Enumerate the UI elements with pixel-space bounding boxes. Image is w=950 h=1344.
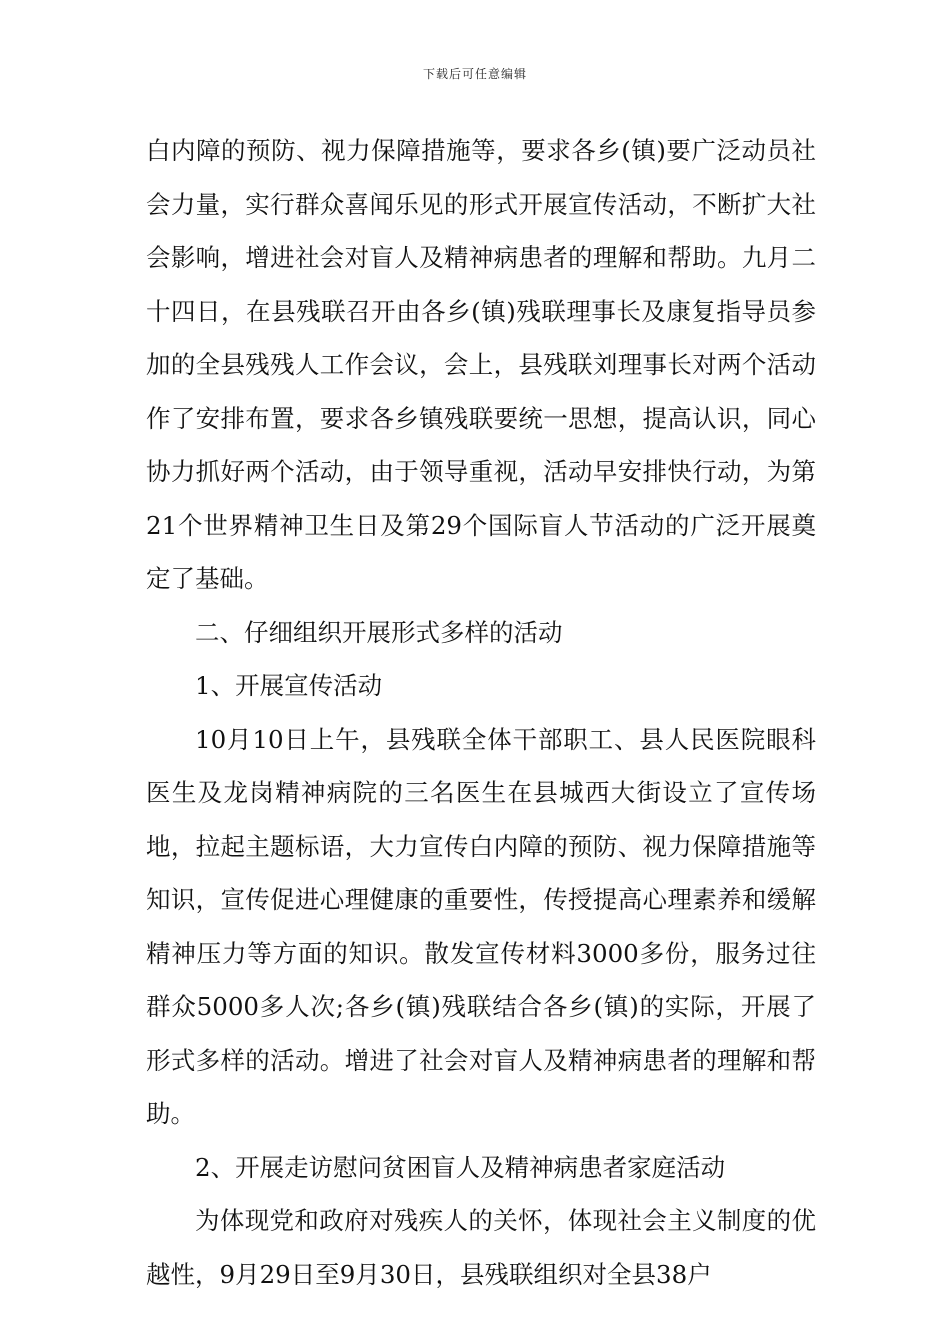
paragraph-continuation: 白内障的预防、视力保障措施等，要求各乡(镇)要广泛动员社会力量，实行群众喜闻乐见的形式开展宣传活动，不断扩大社会影响，增进社会对盲人及精神病患者的理解和帮助。九月二十四日，在县残联召开由各乡(镇)残联理事长及康复指导员参加的全县残残人工作会议，会上，县残联刘理事长对两个活动作了安排布置，要求各乡镇残联要统一思想，提高认识，同心协力抓好两个活动，由于领导重视，活动早安排快行动，为第21个世界精神卫生日及第29个国际盲人节活动的广泛开展奠定了基础。: [146, 136, 816, 593]
section-heading-2: 二、仔细组织开展形式多样的活动: [195, 617, 563, 647]
page-header-note: 下载后可任意编辑: [422, 67, 527, 81]
subheading-publicity: 1、开展宣传活动: [195, 671, 383, 700]
paragraph-publicity: 10月10日上午，县残联全体干部职工、县人民医院眼科医生及龙岗精神病院的三名医生在县城西大街设立了宣传场地，拉起主题标语，大力宣传白内障的预防、视力保障措施等知识，宣传促进心理健康的重要性，传授提高心理素养和缓解精神压力等方面的知识。散发宣传材料3000多份，服务过往群众5000多人次;各乡(镇)残联结合各乡(镇)的实际，开展了形式多样的活动。增进了社会对盲人及精神病患者的理解和帮助。: [146, 724, 816, 1128]
document-body: [146, 124, 816, 1301]
paragraph-visits: 为体现党和政府对残疾人的关怀，体现社会主义制度的优越性，9月29日至9月30日，县残联组织对全县38户: [146, 1206, 816, 1289]
subheading-visits: 2、开展走访慰问贫困盲人及精神病患者家庭活动: [195, 1152, 726, 1182]
